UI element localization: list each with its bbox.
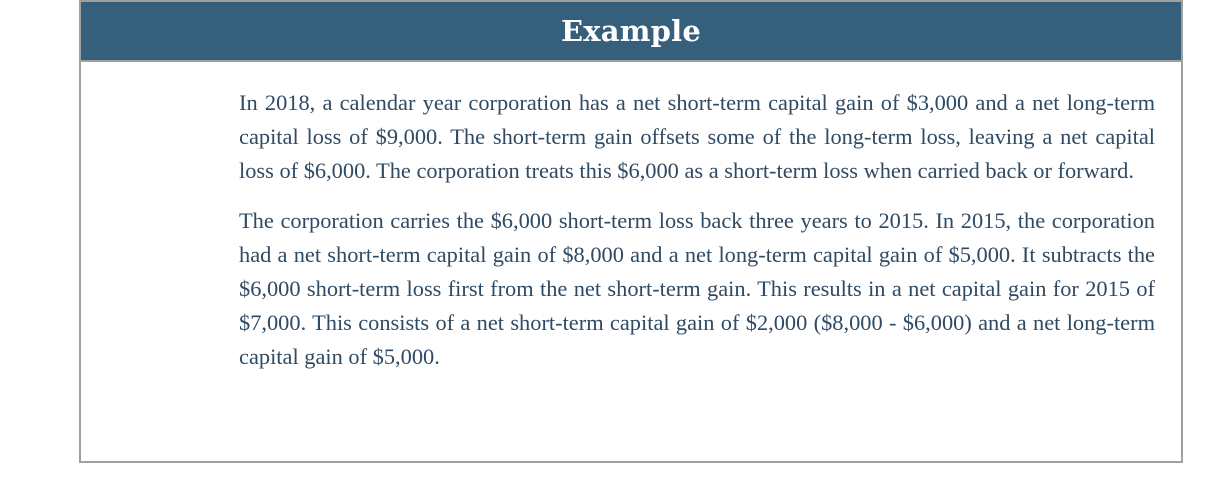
example-header: [81, 2, 1181, 62]
example-body: [239, 86, 1155, 390]
example-paragraph-1: In 2018, a calendar year corporation has a net short-term capital gain of $3,000 and a net long-term capital loss of $9,000. The short-term gain offsets some of the long-term loss, leaving a net capital loss of $6,000. The corporation treats this $6,000 as a short-term loss when carried back or forward.: [239, 90, 1155, 183]
example-title: Example: [560, 14, 701, 48]
example-box: [79, 0, 1183, 463]
example-paragraph-2: The corporation carries the $6,000 short-term loss back three years to 2015. In 2015, the corporation had a net short-term capital gain of $8,000 and a net long-term capital gain of $5,000. It subtracts the $6,000 short-term loss first from the net short-term gain. This results in a net capital gain for 2015 of $7,000. This consists of a net short-term capital gain of $2,000 ($8,000 - $6,000) and a net long-term capital gain of $5,000.: [239, 208, 1155, 369]
